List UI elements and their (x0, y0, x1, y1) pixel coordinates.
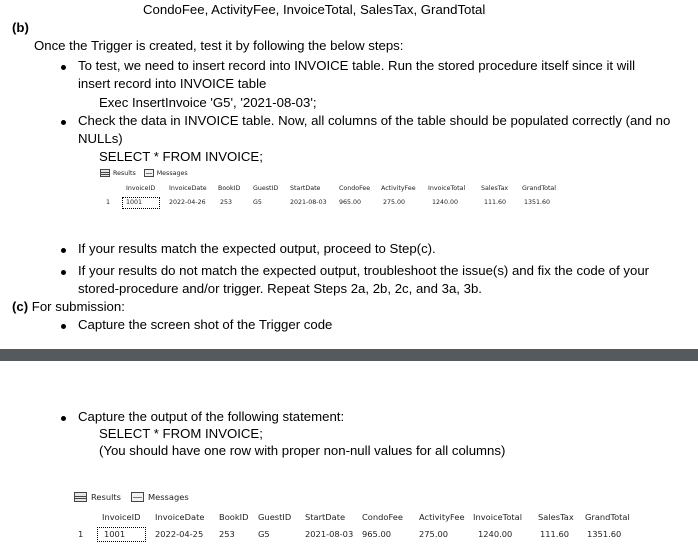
step2-line1: Check the data in INVOICE table. Now, all columns of the table should be populated correctly (and no (78, 113, 671, 128)
col-header: InvoiceID (102, 512, 141, 522)
cell-bookid[interactable]: 253 (219, 529, 235, 539)
table-row[interactable] (68, 529, 678, 541)
col-header: InvoiceTotal (473, 512, 523, 522)
col-header: InvoiceID (126, 185, 156, 192)
section-c-label: (c) (12, 299, 29, 314)
tab-results-label: Results (113, 169, 136, 177)
cell-bookid[interactable]: 253 (220, 199, 233, 206)
cell-guestid[interactable]: G5 (253, 199, 262, 206)
col-header: InvoiceDate (169, 185, 207, 192)
messages-icon (131, 492, 144, 502)
grid-icon (100, 169, 110, 177)
page-divider (0, 349, 698, 361)
messages-icon (144, 169, 154, 177)
nomatch-line2: stored-procedure and/or trigger. Repeat Steps 2a, 2b, 2c, and 3a, 3b. (78, 281, 482, 296)
tab-messages-label: Messages (147, 492, 189, 502)
col-header: GrandTotal (585, 512, 630, 522)
intro-text: Once the Trigger is created, test it by following the below steps: (34, 38, 404, 53)
cell-startdate[interactable]: 2021-08-03 (305, 529, 354, 539)
bullet-icon (61, 270, 66, 275)
cell-grandtotal[interactable]: 1351.60 (587, 529, 622, 539)
bullet-icon (61, 248, 66, 253)
step1-line1: To test, we need to insert record into INVOICE table. Run the stored procedure itself since it will (78, 58, 636, 73)
cell-invoicedate[interactable]: 2022-04-25 (155, 529, 204, 539)
select-statement-1: SELECT * FROM INVOICE; (99, 149, 263, 164)
tab-messages[interactable] (144, 169, 188, 177)
cell-invoicetotal[interactable]: 1240.00 (478, 529, 513, 539)
section-c-heading (12, 299, 125, 314)
grid-header-row (96, 185, 566, 194)
row-number: 1 (106, 199, 111, 206)
col-header: BookID (219, 512, 249, 522)
cell-activityfee[interactable]: 275.00 (383, 199, 406, 206)
bullet-icon (61, 324, 66, 329)
col-header: CondoFee (339, 185, 371, 192)
non-null-note: (You should have one row with proper non-null values for all columns) (99, 443, 506, 458)
cell-invoicetotal[interactable]: 1240.00 (432, 199, 459, 206)
tab-messages[interactable] (131, 492, 189, 502)
for-submission-label: For submission: (31, 299, 125, 314)
col-header: GuestID (253, 185, 279, 192)
col-header: ActivityFee (381, 185, 416, 192)
cell-invoiceid[interactable]: 1001 (126, 199, 143, 206)
section-b-label: (b) (12, 20, 29, 35)
tab-messages-label: Messages (156, 169, 188, 177)
tab-results-label: Results (91, 492, 121, 502)
col-header: CondoFee (362, 512, 403, 522)
cell-startdate[interactable]: 2021-08-03 (290, 199, 327, 206)
col-header: StartDate (290, 185, 321, 192)
col-header: SalesTax (481, 185, 509, 192)
col-header: InvoiceDate (155, 512, 205, 522)
tab-results[interactable] (74, 492, 121, 502)
cell-salestax[interactable]: 111.60 (484, 199, 507, 206)
bullet-icon (61, 65, 66, 70)
match-line: If your results match the expected output, proceed to Step(c). (78, 241, 436, 256)
col-header: GrandTotal (522, 185, 557, 192)
select-statement-2: SELECT * FROM INVOICE; (99, 426, 263, 441)
cell-salestax[interactable]: 111.60 (540, 529, 570, 539)
step2-line2: NULLs) (78, 131, 123, 146)
col-header: SalesTax (538, 512, 574, 522)
bullet-icon (61, 416, 66, 421)
results-grid-large (68, 488, 678, 550)
tab-results[interactable] (100, 169, 136, 177)
col-header: InvoiceTotal (428, 185, 466, 192)
nomatch-line1: If your results do not match the expected output, troubleshoot the issue(s) and fix the code of your (78, 263, 650, 278)
col-header: ActivityFee (419, 512, 465, 522)
capture-trigger-text: Capture the screen shot of the Trigger code (78, 317, 333, 332)
cell-guestid[interactable]: G5 (258, 529, 270, 539)
col-header: GuestID (258, 512, 292, 522)
grid-header-row (68, 512, 678, 524)
grid-icon (74, 492, 87, 502)
cell-grandtotal[interactable]: 1351.60 (524, 199, 551, 206)
col-header: StartDate (305, 512, 346, 522)
cell-activityfee[interactable]: 275.00 (419, 529, 449, 539)
col-header: BookID (218, 185, 241, 192)
cell-invoiceid[interactable]: 1001 (104, 529, 126, 539)
cell-condofee[interactable]: 965.00 (362, 529, 392, 539)
step1-line2: insert record into INVOICE table (78, 76, 267, 91)
top-line: CondoFee, ActivityFee, InvoiceTotal, SalesTax, GrandTotal (143, 2, 486, 17)
capture-output-text: Capture the output of the following statement: (78, 409, 345, 424)
bullet-icon (61, 120, 66, 125)
exec-code: Exec InsertInvoice 'G5', '2021-08-03'; (99, 95, 317, 110)
cell-condofee[interactable]: 965.00 (339, 199, 362, 206)
row-number: 1 (78, 529, 84, 539)
cell-invoicedate[interactable]: 2022-04-26 (169, 199, 206, 206)
table-row[interactable] (96, 199, 566, 209)
results-grid-small (96, 166, 566, 214)
